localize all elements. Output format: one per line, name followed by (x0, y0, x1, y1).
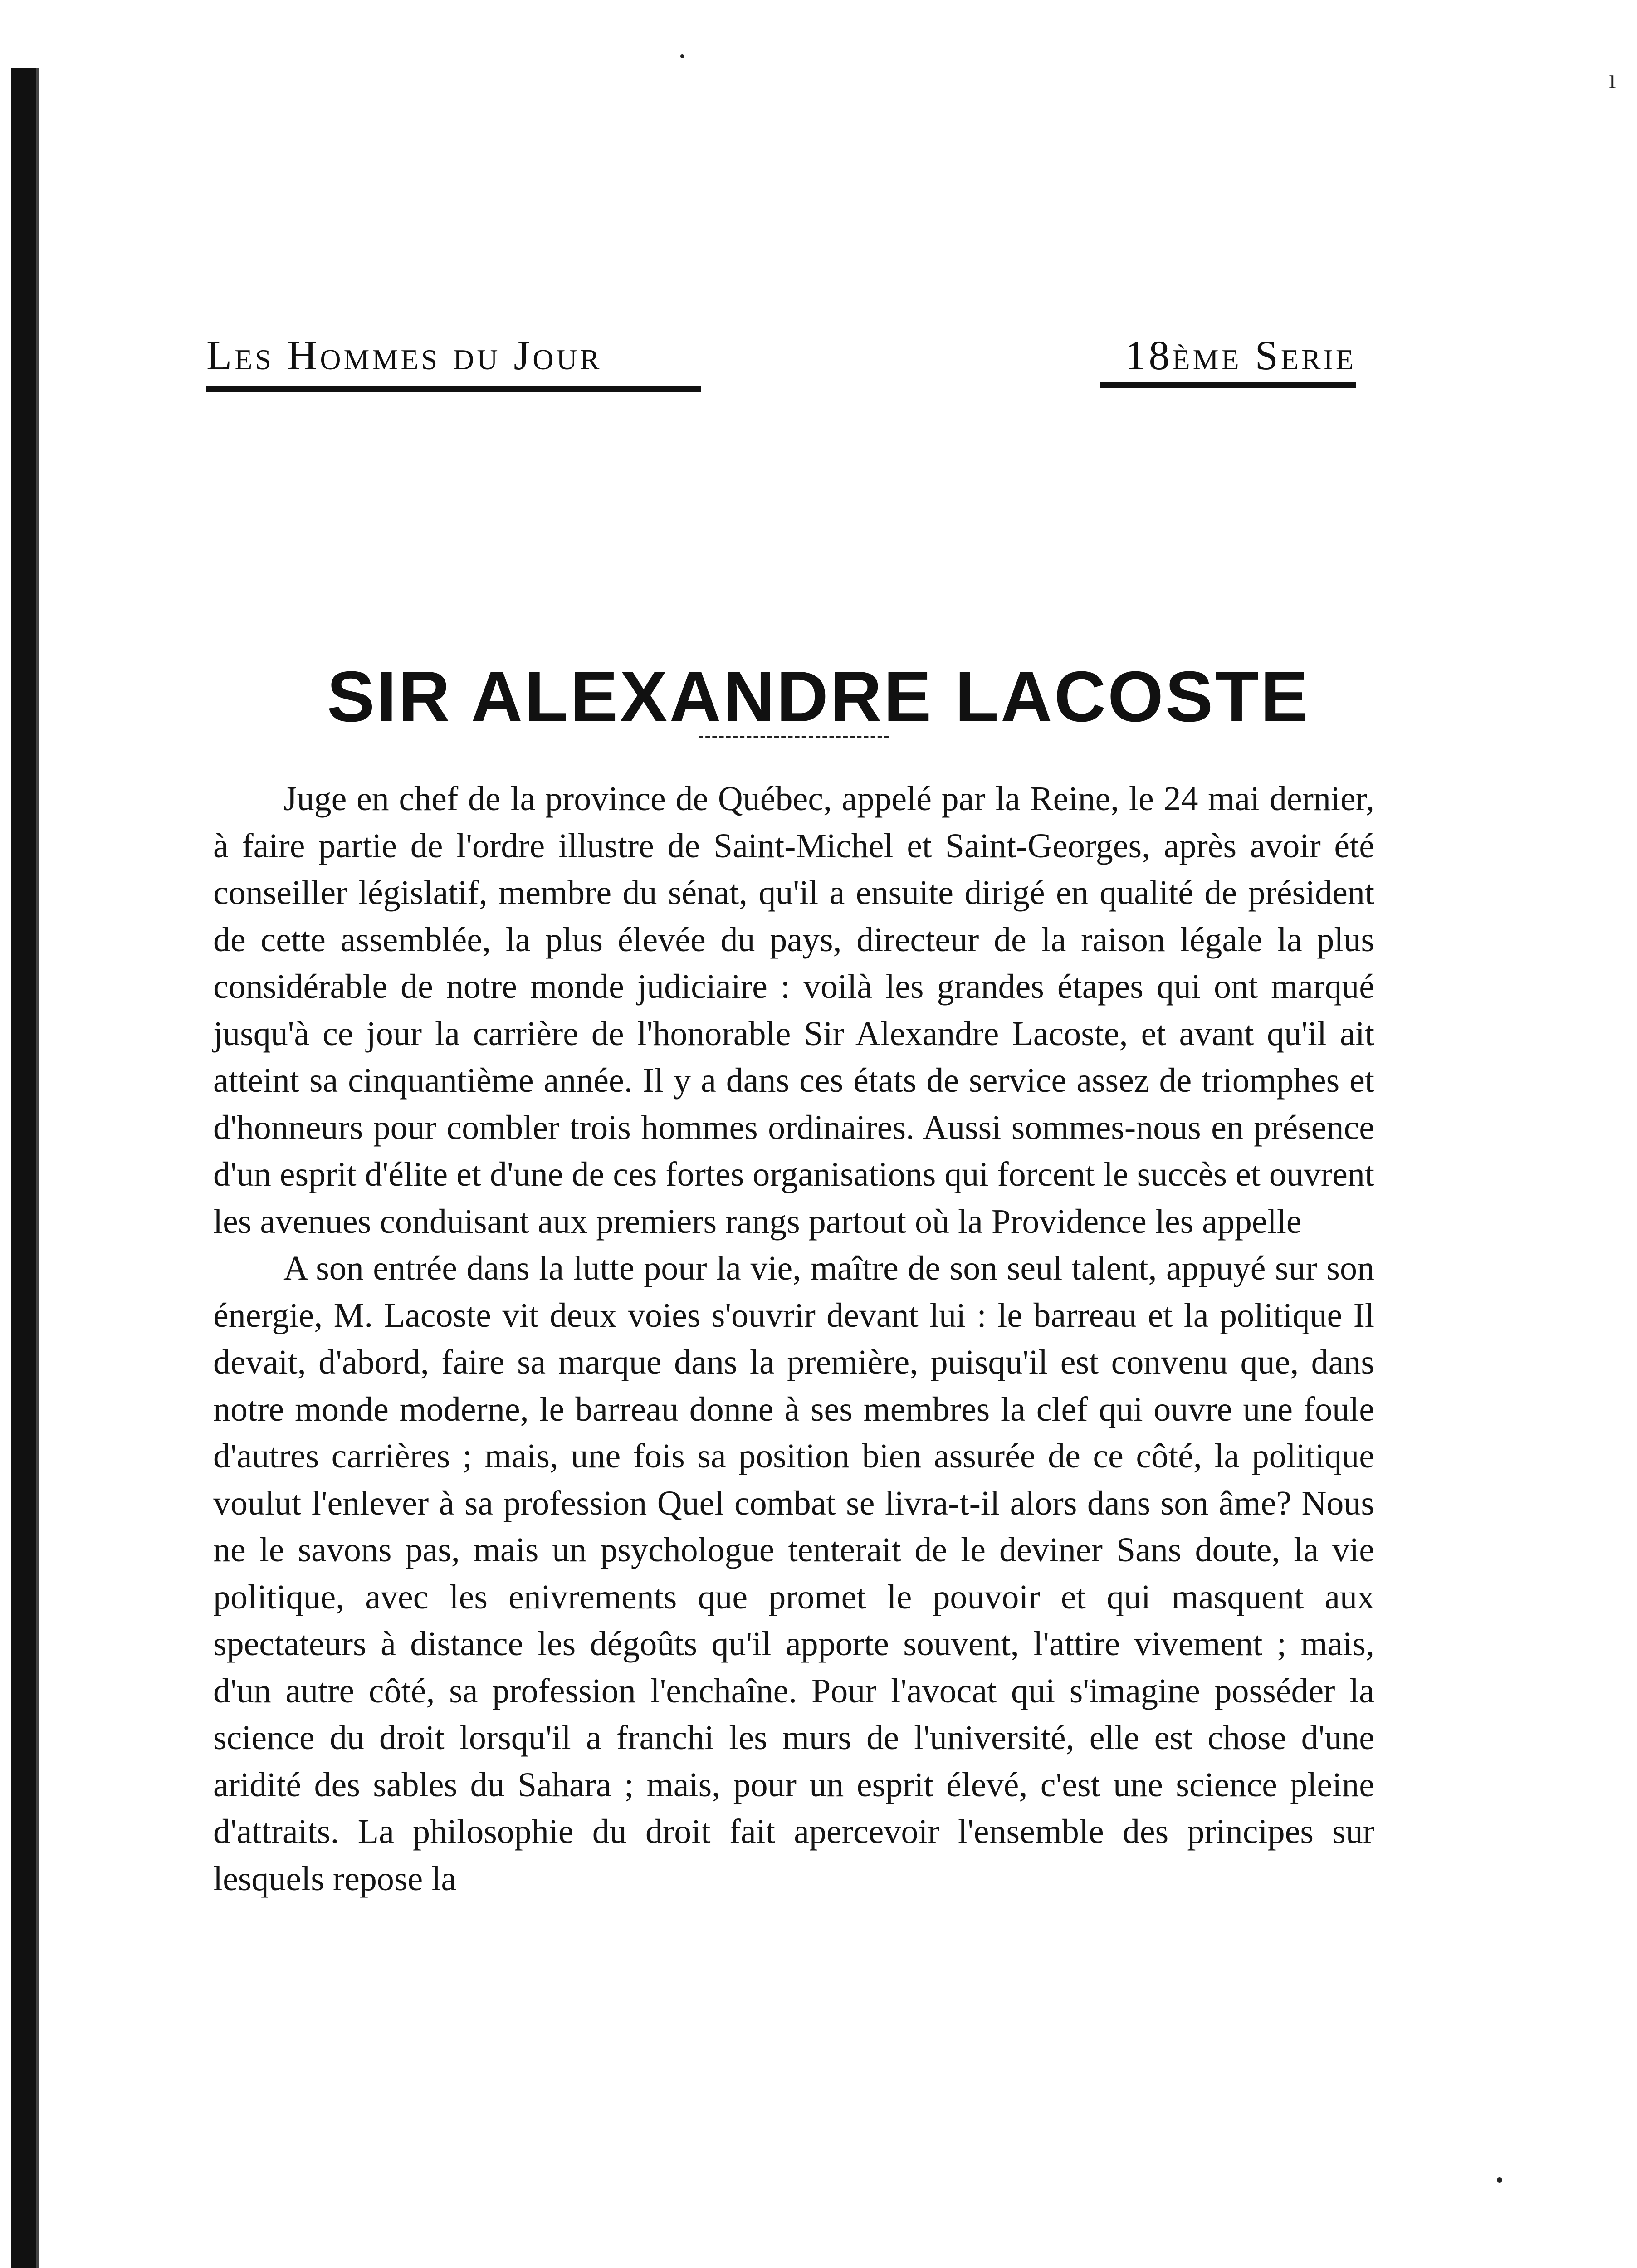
scan-speck (680, 54, 684, 58)
paragraph-2: A son entrée dans la lutte pour la vie, maître de son seul talent, appuyé sur son énergie, M. Lacoste vit deux voies s'ouvrir devant lui : le barreau et la politique Il devait, d'abord, faire sa marque dans la première, puisqu'il est convenu que, dans notre monde moderne, le barreau donne à ses membres la clef qui ouvre une foule d'autres carrières ; mais, une fois sa position bien assurée de ce côté, la politique voulut l'enlever à sa profession Quel combat se livra-t-il alors dans son âme? Nous ne le savons pas, mais un psychologue tenterait de le deviner Sans doute, la vie politique, avec les enivrements que promet le pouvoir et qui masquent aux spectateurs à distance les dégoûts qu'il apporte souvent, l'attire vivement ; mais, d'un autre côté, sa profession l'enchaîne. Pour l'avocat qui s'imagine posséder la science du droit lorsqu'il a franchi les murs de l'université, elle est chose d'une aridité des sables du Sahara ; mais, pour un esprit élevé, c'est une science pleine d'attraits. La philosophie du droit fait apercevoir l'ensemble des principes sur lesquels repose la (213, 1249, 1374, 1898)
running-header (206, 331, 1356, 395)
article-body (213, 776, 1374, 1902)
header-left-rule (206, 386, 701, 392)
page-title: SIR ALEXANDRE LACOSTE (327, 656, 1310, 737)
header-series-label: 18ème Serie (1125, 332, 1356, 378)
header-right-rule (1100, 382, 1356, 388)
paragraph-1: Juge en chef de la province de Québec, appelé par la Reine, le 24 mai dernier, à faire partie de l'ordre illustre de Saint-Michel et Saint-Georges, après avoir été conseiller législatif, membre du sénat, qu'il a ensuite dirigé en qualité de président de cette assemblée, la plus élevée du pays, directeur de la raison légale la plus considérable de notre monde judiciaire : voilà les grandes étapes qui ont marqué jusqu'à ce jour la carrière de l'honorable Sir Alexandre Lacoste, et avant qu'il ait atteint sa cinquantième année. Il y a dans ces états de service assez de triomphes et d'honneurs pour combler trois hommes ordinaires. Aussi sommes-nous en présence d'un esprit d'élite et d'une de ces fortes organisations qui forcent le succès et ouvrent les avenues conduisant aux premiers rangs partout où la Providence les appelle (213, 780, 1374, 1241)
corner-mark: ı (1608, 64, 1616, 94)
header-publication-title: Les Hommes du Jour (206, 332, 602, 378)
title-divider (699, 736, 889, 738)
scan-binding-edge (11, 68, 38, 2268)
scan-speck (1497, 2177, 1502, 2183)
